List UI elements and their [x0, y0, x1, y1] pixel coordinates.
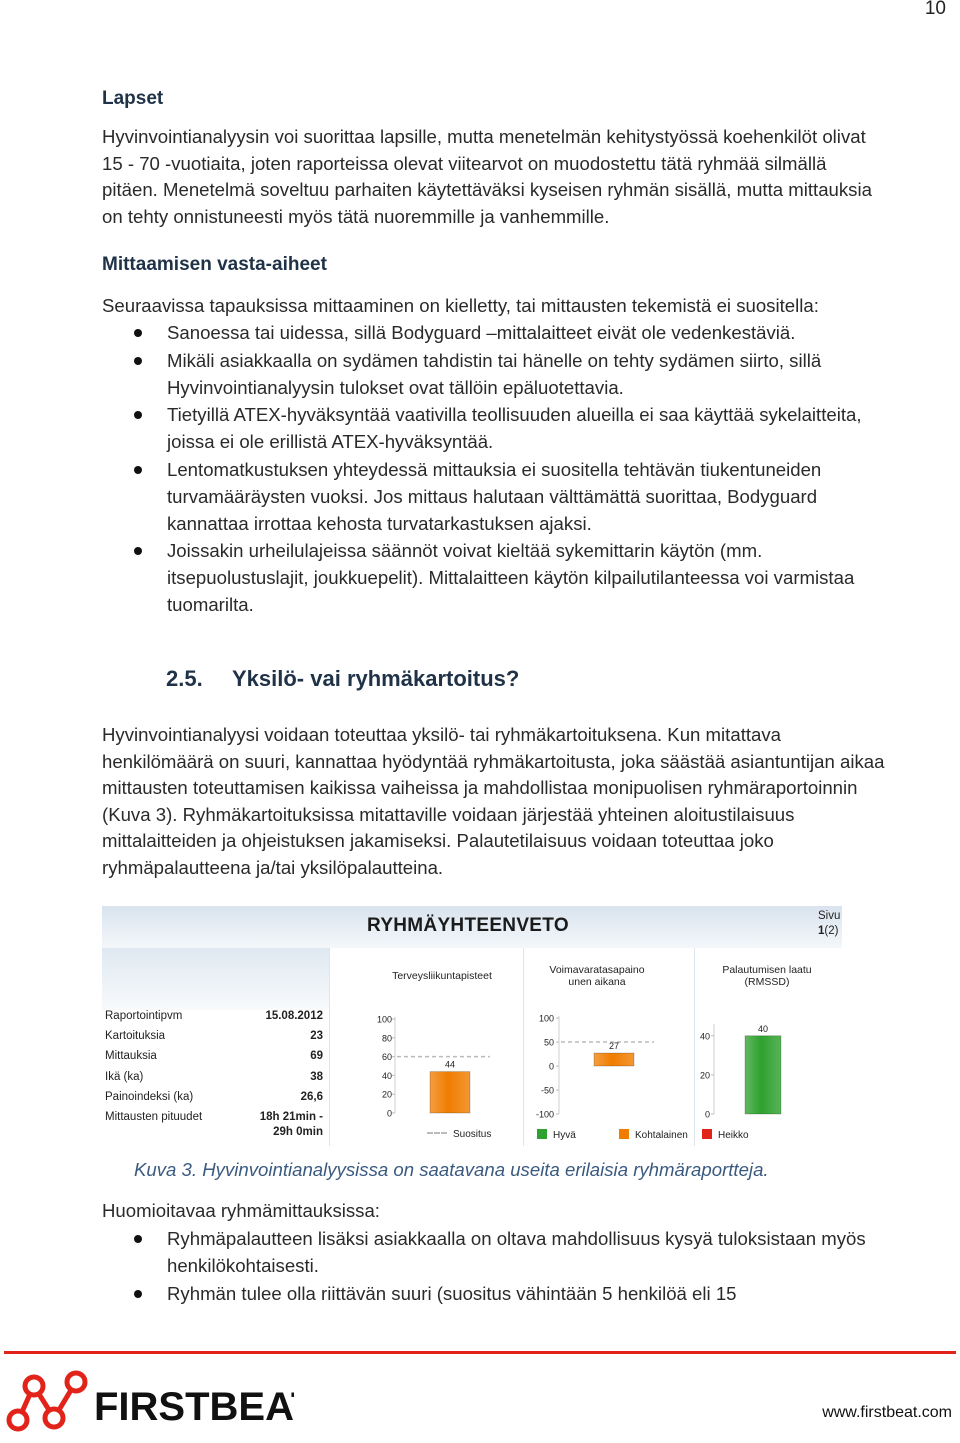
- legend-swatch: [619, 1129, 629, 1139]
- info-value: 23: [310, 1030, 323, 1043]
- list-item-line: joissa ei ole erillistä ATEX-hyväksyntää.: [167, 431, 494, 453]
- list-vasta-aiheet: [102, 320, 932, 619]
- list-item-line: henkilökohtaisesti.: [167, 1254, 319, 1276]
- paragraph-ryhmakartoitus: [102, 722, 947, 882]
- text-line: pitäen. Menetelmä soveltuu parhaiten käytettäväksi kyseisen ryhmän sisällä, mutta mittauksia: [102, 179, 872, 201]
- bar-value-label: 44: [444, 1059, 456, 1070]
- list-item-line: Ryhmäpalautteen lisäksi asiakkaalla on oltava mahdollisuus kysyä tuloksistaan myös: [167, 1228, 866, 1249]
- info-label: Raportointipvm: [105, 1010, 183, 1022]
- footer-rule: [4, 1351, 956, 1354]
- chart-title-line: Voimavaratasapaino: [549, 964, 645, 976]
- info-label: Painoindeksi (ka): [105, 1090, 194, 1103]
- legend-dash: [427, 1132, 447, 1134]
- list-item-line: turvamääräysten vuoksi. Jos mittaus halutaan välttämättä suorittaa, Bodyguard: [167, 485, 818, 507]
- info-value: 15.08.2012: [265, 1010, 323, 1022]
- legend-hyva: [537, 1129, 576, 1141]
- chart-title-line: Terveysliikuntapisteet: [392, 970, 492, 982]
- intro-vasta-aiheet: Seuraavissa tapauksissa mittaaminen on kielletty, tai mittausten tekemistä ei suositella:: [102, 295, 819, 316]
- info-value: 38: [310, 1070, 323, 1083]
- chart-title-line: unen aikana: [568, 976, 626, 988]
- list-item: [102, 538, 932, 618]
- y-tick-label: 100: [538, 1013, 554, 1024]
- text-line: mittausten toteuttamisen kaikissa vaiheissa ja mahdollistaa monipuolisen ryhmäraportoinnin: [102, 777, 858, 799]
- list-item: [102, 1226, 932, 1280]
- y-tick-label: 100: [376, 1014, 392, 1025]
- y-tick-label: 0: [548, 1061, 554, 1072]
- y-tick-label: 40: [381, 1070, 392, 1081]
- legend-heikko: [702, 1129, 749, 1141]
- list-item-line: Mikäli asiakkaalla on sydämen tahdistin tai hänelle on tehty sydämen siirto, sillä: [167, 349, 822, 371]
- page-number: 10: [924, 0, 946, 19]
- figure-caption: Kuva 3. Hyvinvointianalyysissa on saatavana useita erilaisia ryhmäraportteja.: [134, 1159, 769, 1180]
- legend-label: Heikko: [718, 1130, 749, 1141]
- legend-label: Hyvä: [553, 1130, 576, 1141]
- text-line: henkilömäärä on suuri, kannattaa hyödyntää ryhmäkartoitusta, joka säästää asiantuntijan aikaa: [102, 750, 885, 772]
- legend-suositus: [427, 1129, 491, 1140]
- list-item-line: Ryhmän tulee olla riittävän suuri (suositus vähintään 5 henkilöä eli 15: [167, 1282, 737, 1304]
- list-item: [102, 1281, 932, 1308]
- list-item-line: kannattaa irrottaa kehosta turvatarkastuksen ajaksi.: [167, 512, 592, 534]
- sivu-total: (2): [824, 925, 839, 937]
- sivu-label: Sivu: [818, 910, 841, 922]
- group-report-figure: [102, 906, 842, 1146]
- info-label: Mittausten pituudet: [105, 1110, 203, 1123]
- list-item-line: Tietyillä ATEX-hyväksyntää vaativilla teollisuuden alueilla ei saa käyttää sykelaitteita,: [167, 404, 862, 426]
- info-label: Kartoituksia: [105, 1030, 166, 1043]
- y-tick-label: 0: [386, 1108, 392, 1119]
- sivu-current: 1: [818, 925, 825, 937]
- section-number: 2.5.: [166, 666, 203, 691]
- info-value-line: 29h 0min: [273, 1125, 323, 1138]
- firstbeat-logo: [4, 1368, 294, 1443]
- bar: [430, 1072, 470, 1113]
- group-report-charts: [102, 906, 842, 1146]
- list-item-line: tuomarilta.: [167, 593, 254, 615]
- heading-vasta-aiheet: Mittaamisen vasta-aiheet: [102, 254, 327, 275]
- info-value-line: 18h 21min -: [259, 1110, 323, 1123]
- y-tick-label: 60: [381, 1052, 392, 1063]
- text-line: on tehty onnistuneesti myös tätä nuoremmille ja vanhemmille.: [102, 205, 610, 227]
- bar-value-label: 40: [757, 1023, 769, 1034]
- y-tick-label: -50: [540, 1085, 554, 1096]
- text-line: (Kuva 3). Ryhmäkartoituksissa mitattaville voidaan järjestää yhteinen aloitustilaisuus: [102, 803, 795, 825]
- text-line: Hyvinvointianalyysin voi suorittaa lapsille, mutta menetelmän kehitystyössä koehenkilöt olivat: [102, 126, 866, 147]
- info-value: 69: [310, 1050, 323, 1063]
- list-item-line: Joissakin urheilulajeissa säännöt voivat kieltää sykemittarin käytön (mm.: [167, 540, 763, 562]
- info-value: 26,6: [300, 1090, 323, 1103]
- bar: [594, 1053, 634, 1066]
- y-tick-label: 80: [381, 1033, 392, 1044]
- bar: [745, 1036, 781, 1114]
- y-tick-label: 50: [543, 1037, 554, 1048]
- text-line: mittalaitteiden ja ohjeistuksen jakamiseksi. Palautetilaisuus voidaan toteuttaa joko: [102, 830, 774, 852]
- list-item: [102, 320, 932, 347]
- y-tick-label: 0: [704, 1109, 710, 1120]
- y-tick-label: 20: [699, 1070, 710, 1081]
- legend-label: Suositus: [453, 1129, 492, 1140]
- list-item: [102, 348, 932, 402]
- text-line: 15 - 70 -vuotiaita, joten raporteissa olevat viitearvot on muodostettu tätä ryhmää silmällä: [102, 152, 827, 174]
- section-title: Yksilö- vai ryhmäkartoitus?: [232, 666, 520, 691]
- y-tick-label: 20: [381, 1089, 392, 1100]
- info-label: Mittauksia: [105, 1050, 157, 1063]
- footer-url[interactable]: www.firstbeat.com: [822, 1404, 952, 1421]
- y-tick-label: -100: [535, 1109, 554, 1120]
- text-line: Hyvinvointianalyysi voidaan toteuttaa yksilö- tai ryhmäkartoituksena. Kun mitattava: [102, 724, 781, 745]
- list-item-line: itsepuolustuslajit, joukkuepelit). Mittalaitteen käytön kilpailutilanteessa voi varmistaa: [167, 567, 855, 589]
- bar-value-label: 27: [608, 1041, 620, 1052]
- legend-kohtalainen: [619, 1129, 688, 1141]
- firstbeat-logo-icon: [4, 1368, 294, 1438]
- report-title: RYHMÄYHTEENVETO: [367, 915, 569, 936]
- y-tick-label: 40: [699, 1031, 710, 1042]
- info-label: Ikä (ka): [105, 1070, 144, 1083]
- list-item-line: Sanoessa tai uidessa, sillä Bodyguard –mittalaitteet eivät ole vedenkestäviä.: [167, 322, 796, 343]
- paragraph-lapset: [102, 124, 947, 230]
- legend-swatch: [702, 1129, 712, 1139]
- chart-title-line: Palautumisen laatu: [722, 964, 812, 976]
- intro-huomioitavaa: Huomioitavaa ryhmämittauksissa:: [102, 1200, 380, 1221]
- list-huomioitavaa: [102, 1226, 932, 1307]
- list-item-line: Hyvinvointianalyysin tulokset ovat tällöin epäluotettavia.: [167, 376, 624, 398]
- text-line: ryhmäpalautteena ja/tai yksilöpalautteina.: [102, 856, 444, 878]
- legend-label: Kohtalainen: [635, 1130, 688, 1141]
- logo-wordmark: FIRSTBEAT: [94, 1385, 294, 1429]
- legend-swatch: [537, 1129, 547, 1139]
- list-item-line: Lentomatkustuksen yhteydessä mittauksia ei suositella tehtävän tiukentuneiden: [167, 458, 822, 480]
- chart-title-line: (RMSSD): [744, 976, 790, 988]
- section-heading-2-5: [166, 666, 519, 692]
- list-item: [102, 402, 932, 456]
- list-item: [102, 457, 932, 537]
- heading-lapset: Lapset: [102, 88, 164, 109]
